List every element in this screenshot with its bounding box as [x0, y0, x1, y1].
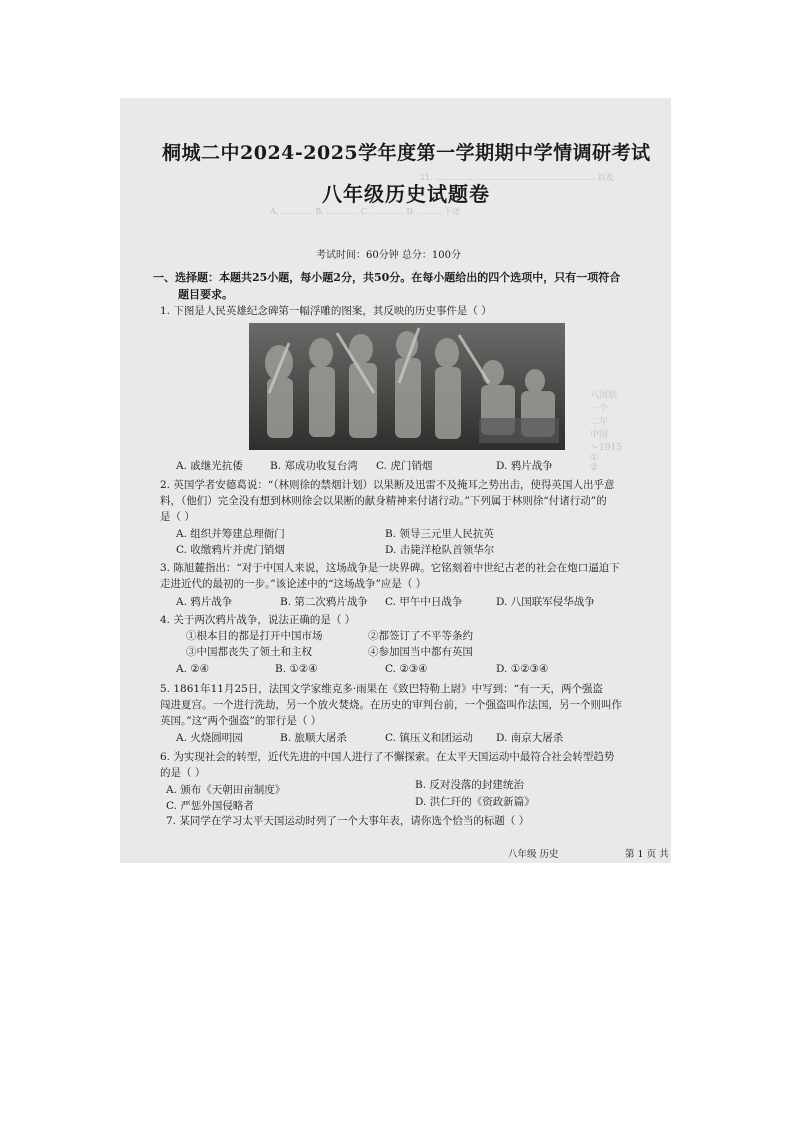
question-6-stem-2: 的是（ ）	[160, 767, 206, 779]
q5-option-d: D. 南京大屠杀	[496, 732, 564, 744]
question-2-stem-3: 是（ ）	[160, 511, 195, 523]
bleed-through-text: 八国联 一个 二年 中国 ～1915 ① ②	[590, 391, 622, 473]
q4-option-d: D. ①②③④	[496, 663, 549, 675]
q2-option-d: D. 击毙洋枪队首领华尔	[385, 544, 495, 556]
exam-info: 考试时间：60分钟 总分：100分	[316, 250, 461, 261]
question-3-stem: 3. 陈旭麓指出：“对于中国人来说，这场战争是一块界碑。它铭刻着中世纪古老的社会在炮口逼迫下	[160, 562, 620, 574]
q1-option-d: D. 鸦片战争	[496, 460, 553, 472]
question-7-stem: 7. 某同学在学习太平天国运动时列了一个大事年表，请你选个恰当的标题（ ）	[166, 815, 530, 827]
question-5-stem-3: 英国。”这“两个强盗”的罪行是（ ）	[160, 715, 322, 727]
q4-statement-2: ②都签订了不平等条约	[368, 630, 473, 642]
exam-subtitle: 八年级历史试题卷	[322, 182, 490, 206]
q2-option-a: A. 组织并筹建总理衙门	[176, 528, 285, 540]
q3-option-c: C. 甲午中日战争	[385, 596, 463, 608]
relief-sculpture-icon	[249, 323, 565, 450]
section-heading-cont: 题目要求。	[178, 288, 233, 301]
bleed-through-text: A. ………… B. ………… C. ………… D. ……… 下述	[270, 207, 461, 216]
q4-statement-3: ③中国都丧失了领土和主权	[186, 646, 312, 658]
q6-option-d: D. 洪仁玕的《资政新篇》	[415, 796, 535, 808]
q4-statement-4: ④参加国当中都有英国	[368, 646, 473, 658]
q5-option-a: A. 火烧圆明园	[176, 732, 243, 744]
q4-option-b: B. ①②④	[275, 663, 318, 675]
question-3-stem-2: 走进近代的最初的一步。”该论述中的“这场战争”应是（ ）	[160, 578, 427, 590]
q1-option-b: B. 郑成功收复台湾	[270, 460, 358, 472]
footer-page: 第 1 页 共	[625, 849, 669, 860]
q1-option-c: C. 虎门销烟	[376, 460, 433, 472]
question-6-stem: 6. 为实现社会的转型，近代先进的中国人进行了不懈探索。在太平天国运动中最符合社会转型趋势	[160, 751, 615, 763]
q2-option-b: B. 领导三元里人民抗英	[385, 528, 494, 540]
q3-option-b: B. 第二次鸦片战争	[280, 596, 368, 608]
q4-option-a: A. ②④	[176, 663, 210, 675]
question-2-stem-2: 料，（他们）完全没有想到林则徐会以果断的献身精神来付诸行动。”下列属于林则徐“付诸行动”的	[160, 495, 607, 507]
q6-option-c: C. 严惩外国侵略者	[166, 800, 254, 812]
section-heading: 一、选择题：本题共25小题，每小题2分，共50分。在每小题给出的四个选项中，只有一项符合	[153, 271, 621, 284]
q2-option-c: C. 收缴鸦片并虎门销烟	[176, 544, 285, 556]
footer-subject: 八年级 历史	[508, 849, 559, 860]
exam-title: 桐城二中2024-2025学年度第一学期期中学情调研考试	[162, 142, 651, 164]
q4-statement-1: ①根本目的都是打开中国市场	[186, 630, 323, 642]
question-5-stem-2: 闯进夏宫。一个进行洗劫，另一个放火焚烧。在历史的审判台前，一个强盗叫作法国，另一个则叫作	[160, 699, 622, 711]
q1-option-a: A. 戚继光抗倭	[176, 460, 243, 472]
question-1-stem: 1. 下图是人民英雄纪念碑第一幅浮雕的图案，其反映的历史事件是（ ）	[160, 305, 492, 317]
q5-option-b: B. 旅顺大屠杀	[280, 732, 347, 744]
question-5-stem: 5. 1861年11月25日，法国文学家维克多·雨果在《致巴特勒上尉》中写到：“有一天，两个强盗	[160, 683, 604, 695]
q5-option-c: C. 镇压义和团运动	[385, 732, 473, 744]
bleed-through-text: 21. …………………………………………………… 以及	[420, 173, 614, 182]
question-2-stem: 2. 英国学者安德葛说：“（林则徐的禁烟计划）以果断及迅雷不及掩耳之势出击，使得英国人出乎意	[160, 479, 615, 491]
q3-option-d: D. 八国联军侵华战争	[496, 596, 595, 608]
q4-option-c: C. ②③④	[385, 663, 428, 675]
q3-option-a: A. 鸦片战争	[176, 596, 233, 608]
q6-option-a: A. 颁布《天朝田亩制度》	[166, 784, 286, 796]
q6-option-b: B. 反对没落的封建统治	[415, 779, 524, 791]
exam-sheet	[120, 98, 671, 863]
question-4-stem: 4. 关于两次鸦片战争，说法正确的是（ ）	[160, 614, 356, 626]
relief-sculpture-image	[249, 323, 565, 450]
